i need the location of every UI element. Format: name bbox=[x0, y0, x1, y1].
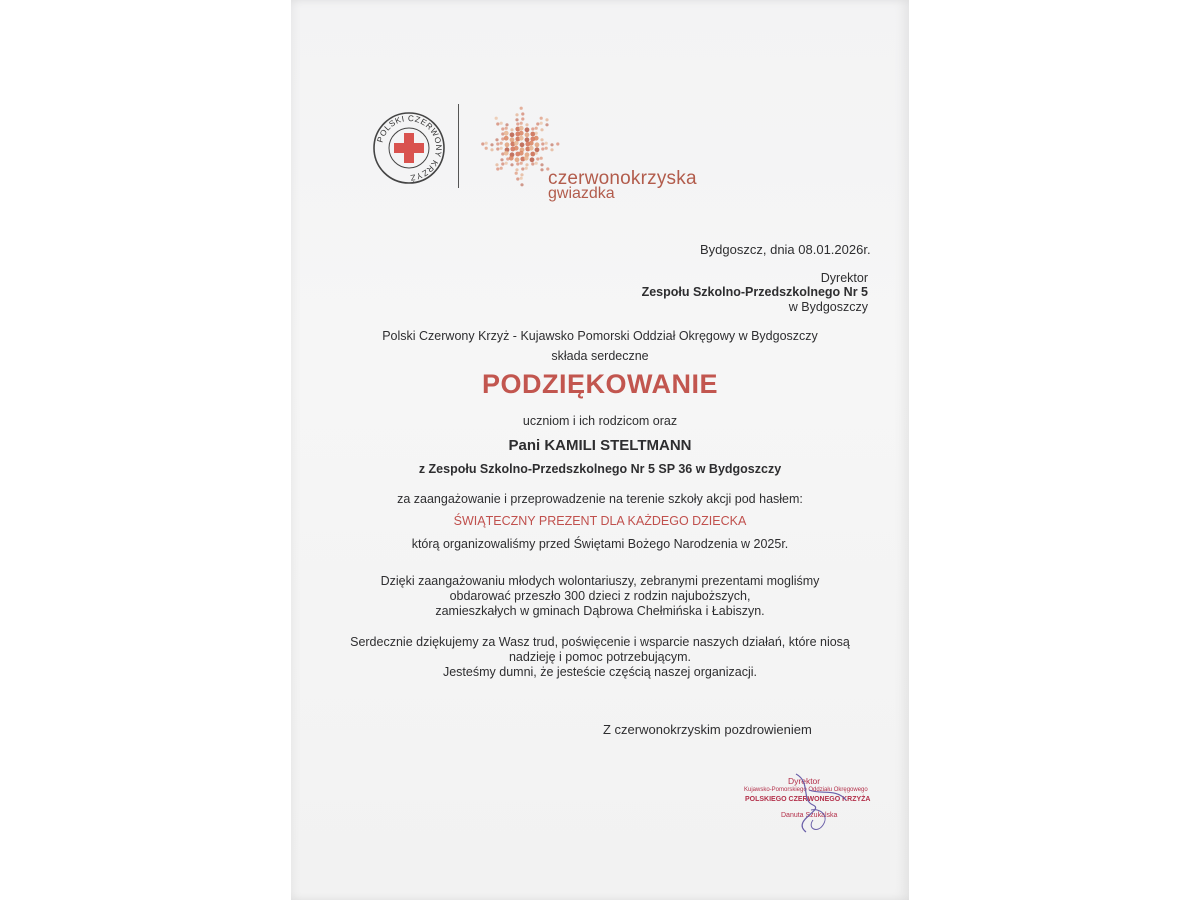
logo-divider bbox=[458, 104, 459, 188]
reason-line: za zaangażowanie i przeprowadzenie na terenie szkoły akcji pod hasłem: bbox=[397, 492, 803, 506]
red-cross-seal-logo bbox=[372, 111, 446, 185]
document-title: PODZIĘKOWANIE bbox=[481, 369, 718, 399]
paragraph1-line3: zamieszkałych w gminach Dąbrowa Chełmińska i Łabiszyn. bbox=[435, 604, 765, 618]
sklada-line: składa serdeczne bbox=[551, 349, 649, 363]
paragraph2-line3: Jesteśmy dumni, że jesteście częścią naszej organizacji. bbox=[442, 665, 758, 679]
brand-name-line1: czerwonokrzyska bbox=[548, 168, 697, 189]
closing-line: Z czerwonokrzyskim pozdrowieniem bbox=[603, 722, 812, 737]
letter-page bbox=[291, 0, 909, 900]
recipient-institution: Zespołu Szkolno-Przedszkolnego Nr 5 bbox=[641, 285, 868, 299]
sender-line: Polski Czerwony Krzyż - Kujawsko Pomorski Oddział Okręgowy w Bydgoszczy bbox=[382, 329, 818, 343]
recipient-title: Dyrektor bbox=[820, 271, 868, 285]
honoree-name: Pani KAMILI STELTMANN bbox=[508, 437, 692, 454]
stamp-line3: POLSKIEGO CZERWONEGO KRZYŻA bbox=[745, 796, 871, 803]
school-line: z Zespołu Szkolno-Przedszkolnego Nr 5 SP 36 w Bydgoszczy bbox=[418, 462, 782, 476]
paragraph1-line1: Dzięki zaangażowaniu młodych wolontariuszy, zebranymi prezentami mogliśmy bbox=[380, 574, 820, 588]
handwritten-signature-icon bbox=[751, 770, 871, 840]
stamp-line1: Dyrektor bbox=[788, 776, 821, 786]
brand-name-line2: gwiazdka bbox=[548, 185, 615, 202]
stamp-line4: Danuta Szukalska bbox=[781, 812, 838, 819]
place-and-date: Bydgoszcz, dnia 08.01.2026r. bbox=[700, 242, 871, 257]
campaign-name: ŚWIĄTECZNY PREZENT DLA KAŻDEGO DZIECKA bbox=[453, 514, 747, 528]
paragraph2-line2: nadzieję i pomoc potrzebującym. bbox=[508, 650, 692, 664]
recipient-city: w Bydgoszczy bbox=[788, 300, 868, 314]
signature-stamp bbox=[731, 770, 881, 840]
svg-text:POLSKI CZERWONY KRZYŻ: POLSKI CZERWONY KRZYŻ bbox=[375, 113, 444, 183]
paragraph2-line1: Serdecznie dziękujemy za Wasz trud, poświęcenie i wsparcie naszych działań, które niosą bbox=[350, 635, 850, 649]
campaign-note: którą organizowaliśmy przed Świętami Bożego Narodzenia w 2025r. bbox=[411, 537, 789, 551]
paragraph1-line2: obdarować przeszło 300 dzieci z rodzin najuboższych, bbox=[449, 589, 751, 603]
addressees-line: uczniom i ich rodzicom oraz bbox=[522, 414, 678, 428]
stamp-line2: Kujawsko-Pomorskiego Oddziału Okręgowego bbox=[744, 787, 868, 793]
